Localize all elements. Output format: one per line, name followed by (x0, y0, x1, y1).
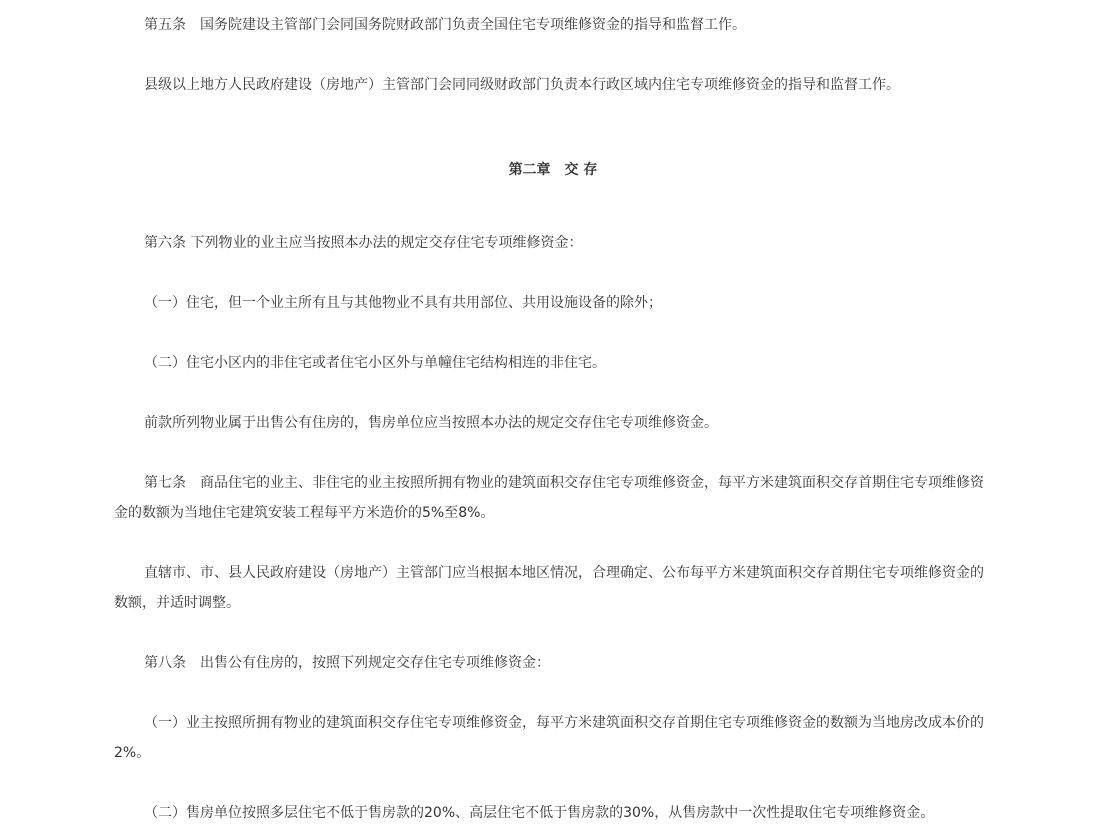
article-5-paragraph: 第五条 国务院建设主管部门会同国务院财政部门负责全国住宅专项维修资金的指导和监督工作。 (144, 17, 746, 33)
article-8-item-2: （二）售房单位按照多层住宅不低于售房款的20%、高层住宅不低于售房款的30%，从售房款中一次性提取住宅专项维修资金。 (144, 805, 935, 821)
article-7-paragraph-2: 直辖市、市、县人民政府建设（房地产）主管部门应当根据本地区情况，合理确定、公布每平方米建筑面积交存首期住宅专项维修资金的数额，并适时调整。 (114, 565, 984, 611)
article-5-paragraph-2: 县级以上地方人民政府建设（房地产）主管部门会同同级财政部门负责本行政区域内住宅专项维修资金的指导和监督工作。 (144, 77, 900, 93)
article-6-item-1: （一）住宅，但一个业主所有且与其他物业不具有共用部位、共用设施设备的除外； (144, 295, 662, 311)
chapter-heading: 第二章 交 存 (508, 162, 598, 178)
article-8-item-1: （一）业主按照所拥有物业的建筑面积交存住宅专项维修资金，每平方米建筑面积交存首期住宅专项维修资金的数额为当地房改成本价的2%。 (114, 715, 984, 761)
article-6-item-2: （二）住宅小区内的非住宅或者住宅小区外与单幢住宅结构相连的非住宅。 (144, 355, 606, 371)
article-6-paragraph: 第六条 下列物业的业主应当按照本办法的规定交存住宅专项维修资金： (144, 235, 583, 251)
article-7-paragraph: 第七条 商品住宅的业主、非住宅的业主按照所拥有物业的建筑面积交存住宅专项维修资金，每平方米建筑面积交存首期住宅专项维修资金的数额为当地住宅建筑安装工程每平方米造价的5%至8%。 (114, 475, 984, 521)
article-8-paragraph: 第八条 出售公有住房的，按照下列规定交存住宅专项维修资金： (144, 655, 550, 671)
article-6-paragraph-2: 前款所列物业属于出售公有住房的，售房单位应当按照本办法的规定交存住宅专项维修资金。 (144, 415, 718, 431)
